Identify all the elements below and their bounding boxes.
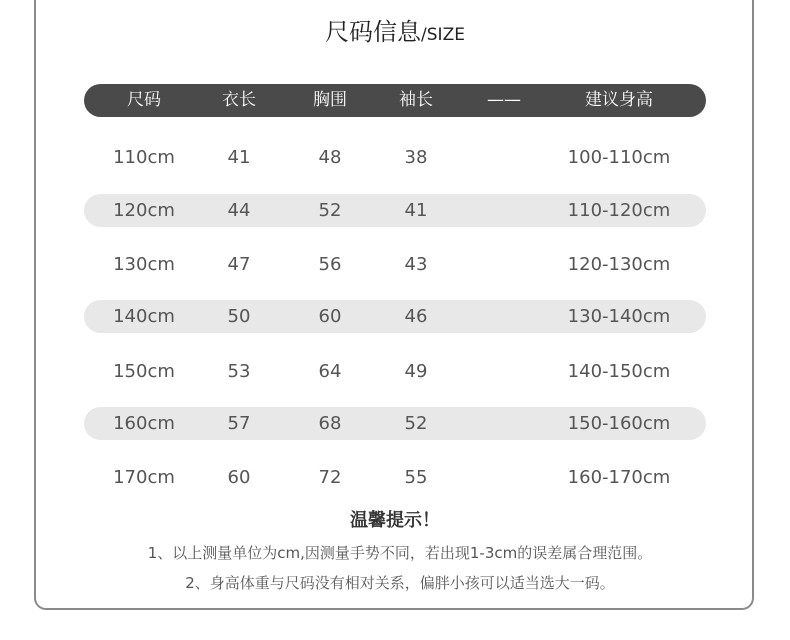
header-chest: 胸围: [313, 90, 347, 110]
cell-size: 120cm: [113, 200, 175, 221]
cell-height: 150-160cm: [567, 413, 671, 434]
header-length: 衣长: [222, 90, 256, 110]
table-row: [84, 407, 706, 440]
cell-sleeve: 52: [404, 413, 428, 434]
header-size: 尺码: [127, 90, 161, 110]
header-sleeve: 袖长: [399, 90, 433, 110]
cell-height: 110-120cm: [567, 200, 671, 221]
cell-chest: 68: [318, 413, 342, 434]
cell-sleeve: 46: [404, 306, 428, 327]
cell-height: 130-140cm: [567, 306, 671, 327]
table-row: [84, 300, 706, 333]
cell-sleeve: 38: [404, 147, 428, 168]
cell-height: 160-170cm: [567, 467, 671, 488]
table-row: [84, 355, 706, 388]
table-row: [84, 248, 706, 281]
cell-chest: 56: [318, 254, 342, 275]
cell-size: 140cm: [113, 306, 175, 327]
notice-title: 温馨提示！: [350, 510, 440, 531]
cell-chest: 48: [318, 147, 342, 168]
cell-size: 130cm: [113, 254, 175, 275]
cell-size: 110cm: [113, 147, 175, 168]
page-title: [0, 12, 790, 47]
cell-height: 140-150cm: [567, 361, 671, 382]
table-row: [84, 461, 706, 494]
table-row: [84, 194, 706, 227]
cell-chest: 64: [318, 361, 342, 382]
cell-chest: 72: [318, 467, 342, 488]
cell-length: 41: [227, 147, 251, 168]
notice-line: 2、身高体重与尺码没有相对关系，偏胖小孩可以适当选大一码。: [185, 574, 615, 592]
table-row: [84, 141, 706, 174]
cell-length: 53: [227, 361, 251, 382]
cell-size: 160cm: [113, 413, 175, 434]
cell-length: 50: [227, 306, 251, 327]
cell-chest: 52: [318, 200, 342, 221]
title-sub: /SIZE: [421, 25, 465, 45]
cell-height: 120-130cm: [567, 254, 671, 275]
header-height: 建议身高: [585, 90, 653, 110]
cell-sleeve: 41: [404, 200, 428, 221]
cell-size: 150cm: [113, 361, 175, 382]
cell-sleeve: 55: [404, 467, 428, 488]
cell-length: 44: [227, 200, 251, 221]
cell-sleeve: 49: [404, 361, 428, 382]
cell-height: 100-110cm: [567, 147, 671, 168]
cell-chest: 60: [318, 306, 342, 327]
header-dash: ——: [487, 90, 521, 110]
cell-sleeve: 43: [404, 254, 428, 275]
cell-length: 60: [227, 467, 251, 488]
table-header: [84, 84, 706, 117]
cell-size: 170cm: [113, 467, 175, 488]
cell-length: 57: [227, 413, 251, 434]
cell-length: 47: [227, 254, 251, 275]
notice-line: 1、以上测量单位为cm,因测量手势不同，若出现1-3cm的误差属合理范围。: [147, 544, 653, 562]
title-main: 尺码信息: [325, 18, 422, 46]
